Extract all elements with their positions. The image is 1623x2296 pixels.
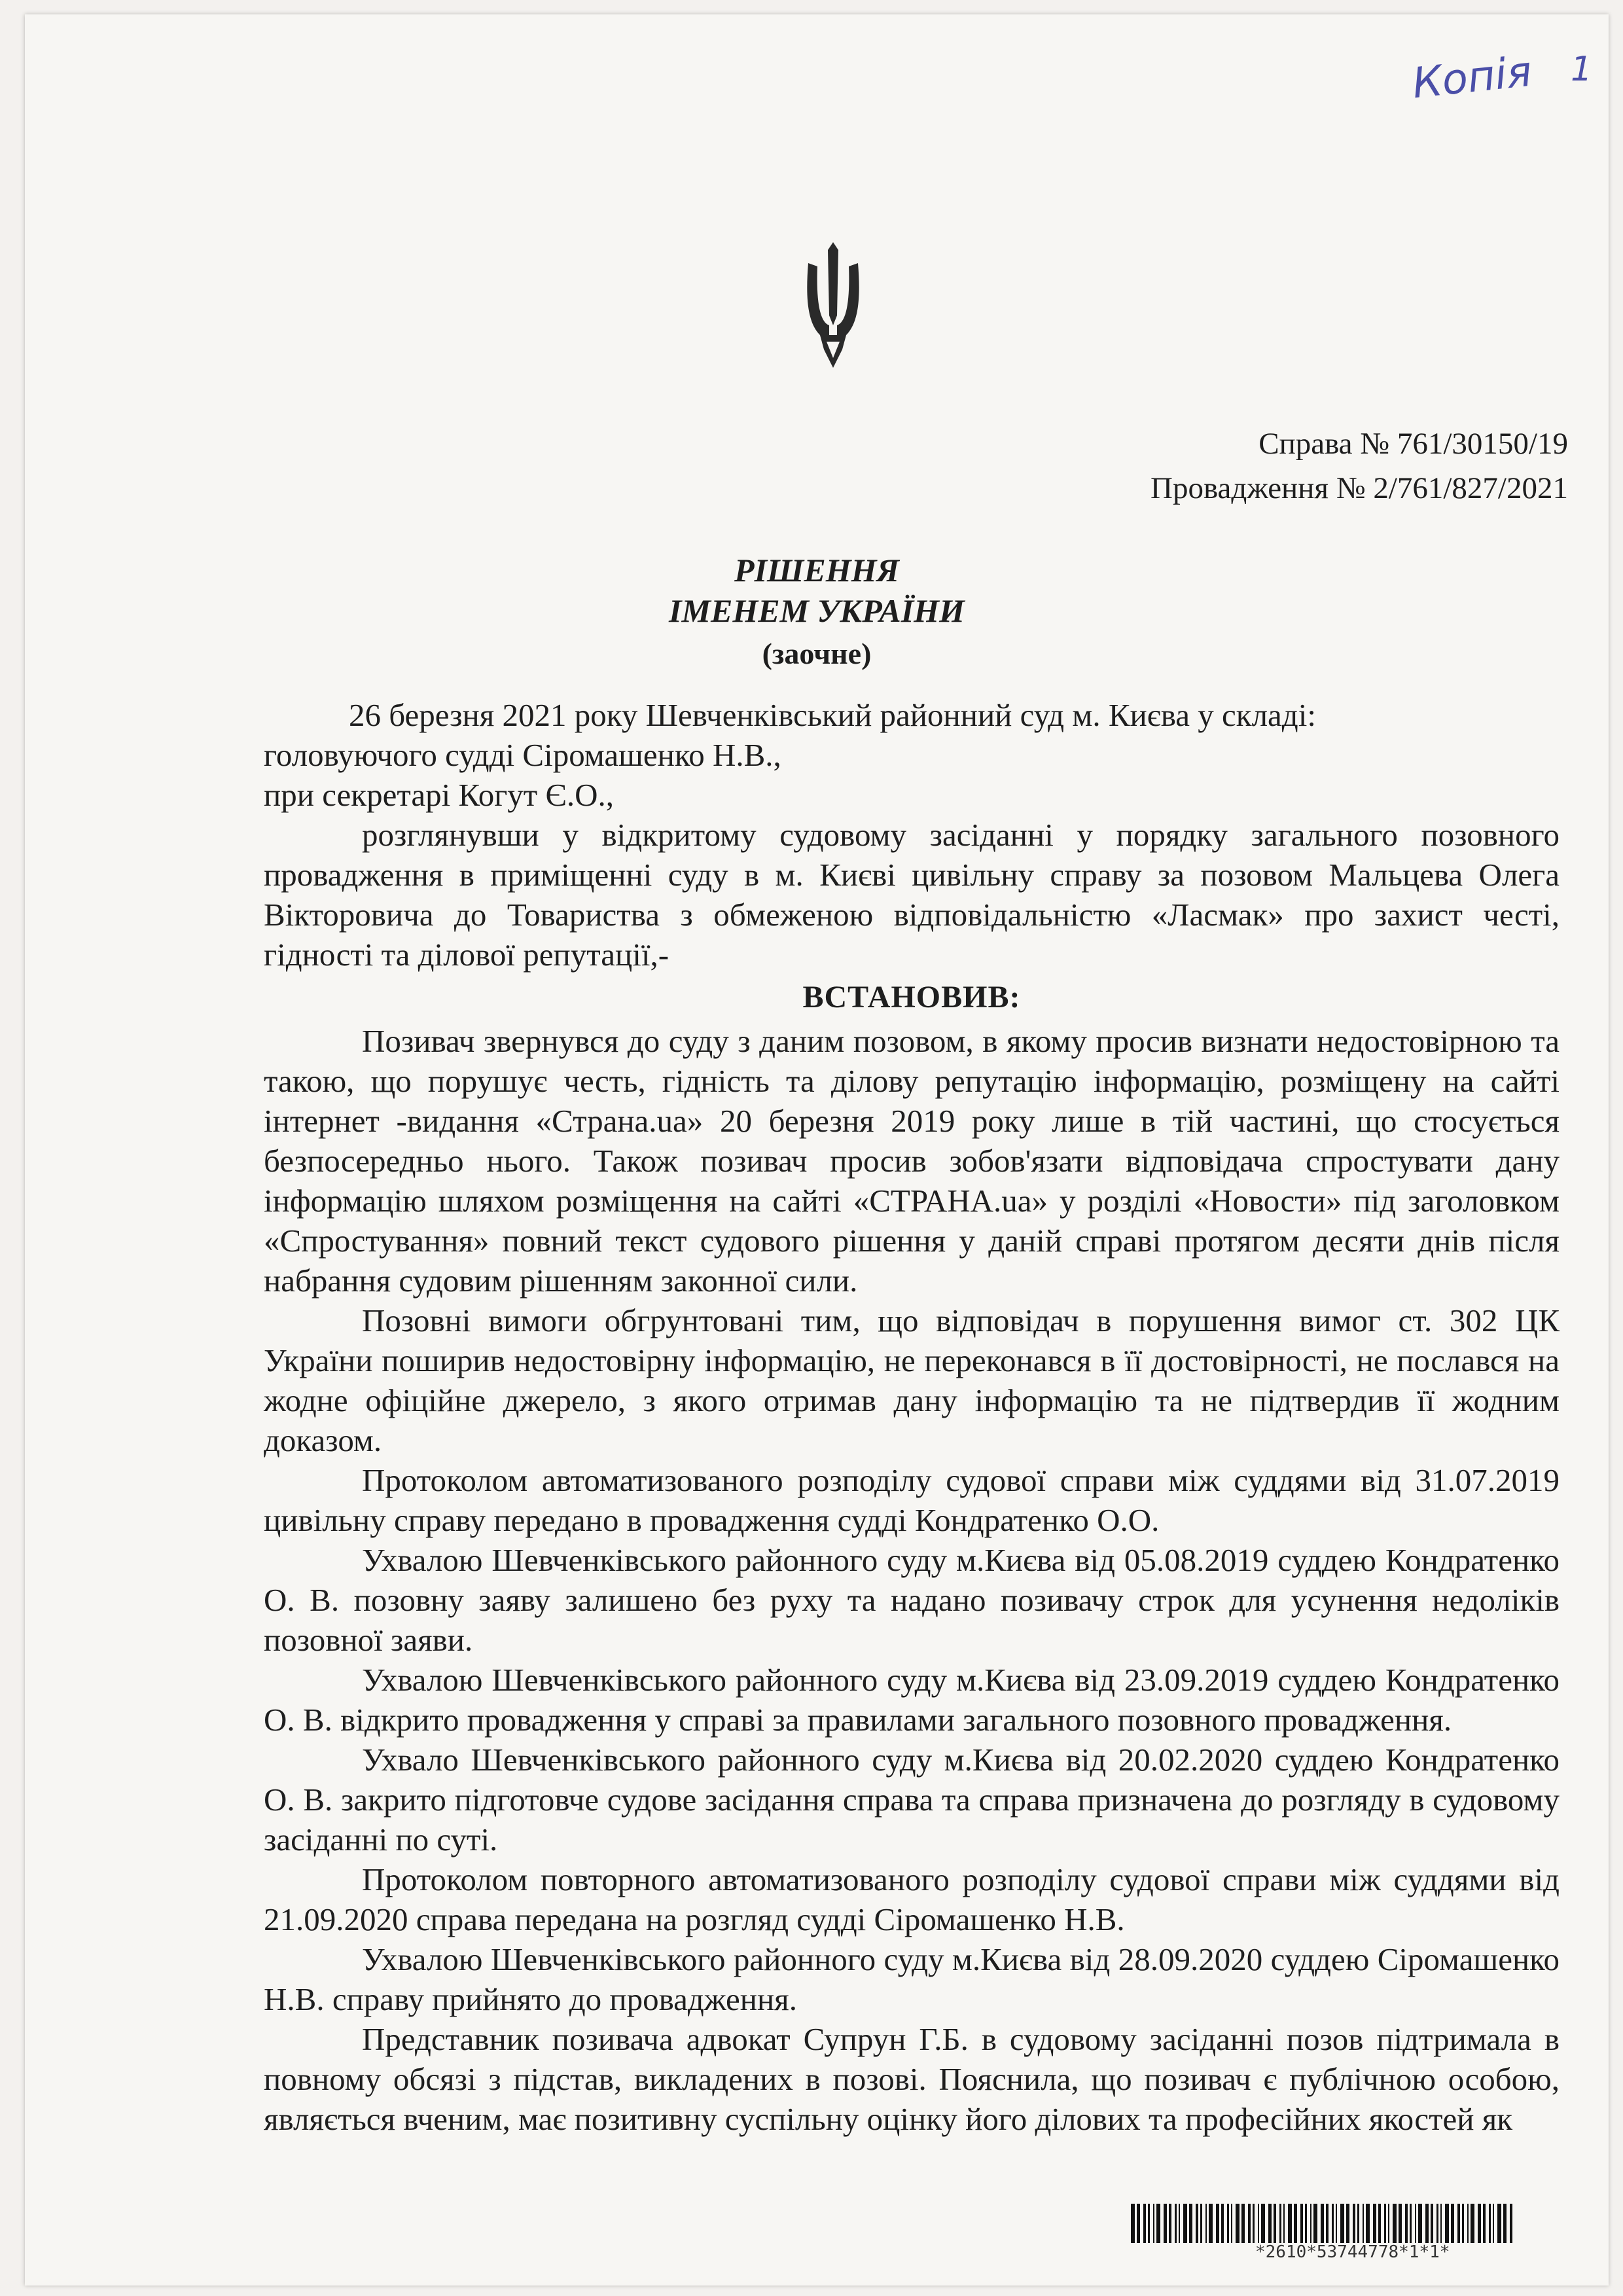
judge-line: головуючого судді Сіромашенко Н.В.,	[264, 737, 781, 773]
barcode	[1131, 2204, 1517, 2243]
paragraph: Позовні вимоги обгрунтовані тим, що відповідач в порушення вимог ст. 302 ЦК України поширив недостовірну інформацію, не переконався в її достовірності, не послався на жодне офіційне джерело, з якого отримав дану інформацію та не підтвердив її жодним доказом.	[264, 1302, 1560, 1458]
paragraph: Протоколом автоматизованого розподілу судової справи між суддями від 31.07.2019 цивільну справу передано в провадження судді Кондратенко О.О.	[264, 1462, 1560, 1538]
handwritten-copy-stamp: Копія	[1410, 47, 1535, 109]
paragraph: Позивач звернувся до суду з даним позовом, в якому просив визнати недостовірною та такою, що порушує честь, гідність та ділову репутацію інформацію, розміщену на сайті інтернет -видання «Страна.ua» 20 березня 2019 року лише в тій частині, що стосується безпосередньо нього. Також позивач просив зобов'язати відповідача спростувати дану інформацію шляхом розміщення на сайті «СТРАНА.ua» у розділі «Новости» під заголовком «Спростування» повний текст судового рішення у даній справі протягом десяти днів після набрання судовим рішенням законної сили.	[264, 1023, 1560, 1299]
court-line: 26 березня 2021 року Шевченківський районний суд м. Києва у складі:	[349, 697, 1316, 733]
paragraph: Ухвалою Шевченківського районного суду м.Києва від 28.09.2020 суддею Сіромашенко Н.В. справу прийнято до провадження.	[264, 1941, 1560, 2017]
considered-paragraph: розглянувши у відкритому судовому засіданні у порядку загального позовного провадження в приміщенні суду в м. Києві цивільну справу за позовом Мальцева Олега Вікторовича до Товариства з обмеженою відповідальністю «Ласмак» про захист честі, гідності та ділової репутації,-	[264, 817, 1560, 973]
paragraph: Протоколом повторного автоматизованого розподілу судової справи між суддями від 21.09.2020 справа передана на розгляд судді Сіромашенко Н.В.	[264, 1861, 1560, 1937]
document-body	[264, 695, 1560, 2139]
paragraph: Ухвалою Шевченківського районного суду м.Києва від 23.09.2019 суддею Кондратенко О. В. відкрито провадження у справі за правилами загального позовного провадження.	[264, 1662, 1560, 1738]
handwritten-page-number: 1	[1571, 50, 1593, 89]
secretary-line: при секретарі Когут Є.О.,	[264, 777, 614, 813]
document-subtitle: ІМЕНЕМ УКРАЇНИ	[669, 592, 965, 629]
proceeding-number: Провадження № 2/761/827/2021	[1150, 471, 1568, 505]
paragraph: Ухвало Шевченківського районного суду м.Києва від 20.02.2020 суддею Кондратенко О. В. закрито підготовче судове засідання справа та справа призначена до розгляду в судовому засіданні по суті.	[264, 1742, 1560, 1857]
barcode-text: *2610*53744778*1*1*	[1255, 2242, 1450, 2262]
paragraph: Ухвалою Шевченківського районного суду м.Києва від 05.08.2019 суддею Кондратенко О. В. позовну заяву залишено без руху та надано позивачу строк для усунення недоліків позовної заяви.	[264, 1542, 1560, 1658]
paragraph: Представник позивача адвокат Супрун Г.Б. в судовому засіданні позов підтримала в повному обсязі з підстав, викладених в позові. Пояснила, що позивач є публічною особою, являється вченим, має позитивну суспільну оцінку його ділових та професійних якостей як	[264, 2021, 1560, 2137]
trident-emblem-icon	[800, 237, 866, 374]
section-title: ВСТАНОВИВ:	[802, 980, 1021, 1014]
case-number: Справа № 761/30150/19	[1258, 427, 1568, 461]
case-references	[1150, 422, 1568, 511]
document-type: (заочне)	[762, 637, 872, 670]
document-title: РІШЕННЯ	[734, 552, 899, 588]
document-page	[25, 14, 1609, 2286]
